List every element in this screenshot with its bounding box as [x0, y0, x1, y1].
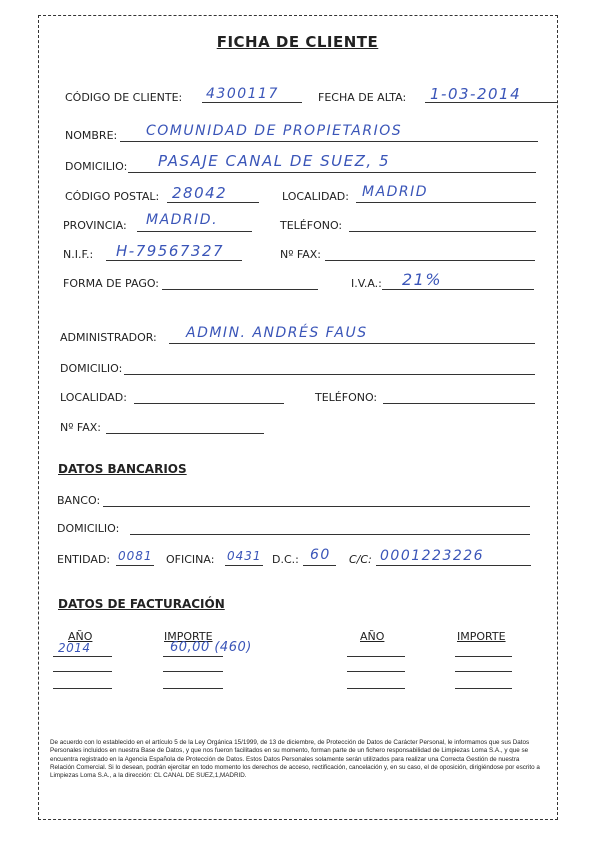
administrador-label: ADMINISTRADOR: — [60, 331, 157, 344]
admin-fax-line[interactable] — [106, 433, 264, 434]
billing-row1-ano[interactable]: 2014 — [58, 641, 91, 655]
nif-line — [106, 260, 242, 261]
datos-bancarios-heading: DATOS BANCARIOS — [58, 462, 187, 476]
entidad-value[interactable]: 0081 — [118, 549, 153, 563]
iva-line — [382, 289, 534, 290]
billing-importe2-line-3[interactable] — [455, 688, 512, 689]
domicilio-label: DOMICILIO: — [65, 160, 128, 173]
admin-localidad-label: LOCALIDAD: — [60, 391, 127, 404]
localidad-label: LOCALIDAD: — [282, 190, 349, 203]
bank-domicilio-label: DOMICILIO: — [57, 522, 120, 535]
datos-facturacion-heading: DATOS DE FACTURACIÓN — [58, 597, 225, 611]
codigo-cliente-line — [202, 102, 302, 103]
admin-localidad-line[interactable] — [134, 403, 284, 404]
entidad-line — [116, 565, 154, 566]
col-ano-header: AÑO — [68, 630, 93, 643]
fax-line[interactable] — [325, 260, 535, 261]
entidad-label: ENTIDAD: — [57, 553, 111, 566]
banco-label: BANCO: — [57, 494, 101, 507]
provincia-line — [137, 231, 252, 232]
bank-domicilio-line[interactable] — [130, 534, 530, 535]
administrador-line — [169, 343, 535, 344]
admin-fax-label: Nº FAX: — [60, 421, 101, 434]
provincia-label: PROVINCIA: — [63, 219, 127, 232]
domicilio-line — [128, 172, 536, 173]
cc-value[interactable]: 0001223226 — [380, 548, 485, 564]
cc-line — [376, 565, 531, 566]
billing-row1-importe[interactable]: 60,00 (460) — [170, 640, 252, 655]
forma-pago-line[interactable] — [162, 289, 318, 290]
dc-label: D.C.: — [272, 553, 299, 566]
cc-label: C/C: — [349, 553, 372, 566]
billing-importe2-line-1[interactable] — [455, 656, 512, 657]
oficina-value[interactable]: 0431 — [227, 549, 262, 563]
billing-ano-line-2[interactable] — [53, 671, 112, 672]
telefono-line[interactable] — [349, 231, 536, 232]
admin-domicilio-label: DOMICILIO: — [60, 362, 123, 375]
forma-pago-label: FORMA DE PAGO: — [63, 277, 160, 290]
codigo-cliente-value[interactable]: 4300117 — [206, 86, 279, 102]
dc-value[interactable]: 60 — [310, 547, 331, 563]
fecha-alta-label: FECHA DE ALTA: — [318, 91, 407, 104]
nombre-line — [120, 141, 538, 142]
banco-line[interactable] — [103, 506, 530, 507]
oficina-line — [225, 565, 263, 566]
billing-ano2-line-2[interactable] — [347, 671, 405, 672]
codigo-cliente-label: CÓDIGO DE CLIENTE: — [65, 91, 183, 104]
fecha-alta-value[interactable]: 1-03-2014 — [430, 85, 522, 103]
billing-ano2-line-1[interactable] — [347, 656, 405, 657]
iva-label: I.V.A.: — [351, 277, 382, 290]
codigo-postal-line — [167, 202, 259, 203]
iva-value[interactable]: 21% — [402, 270, 443, 289]
oficina-label: OFICINA: — [166, 553, 215, 566]
billing-importe-line-3[interactable] — [163, 688, 223, 689]
domicilio-value[interactable]: PASAJE CANAL DE SUEZ, 5 — [158, 152, 390, 170]
dc-line — [303, 565, 336, 566]
billing-importe2-line-2[interactable] — [455, 671, 512, 672]
nif-label: N.I.F.: — [63, 248, 94, 261]
billing-ano2-line-3[interactable] — [347, 688, 405, 689]
col-importe-2-header: IMPORTE — [457, 630, 506, 643]
fax-label: Nº FAX: — [280, 248, 321, 261]
billing-importe-line-1 — [163, 656, 223, 657]
billing-ano-line-3[interactable] — [53, 688, 112, 689]
provincia-value[interactable]: MADRID. — [146, 212, 219, 228]
admin-telefono-label: TELÉFONO: — [315, 391, 378, 404]
col-importe-header: IMPORTE — [164, 630, 213, 643]
form-title: FICHA DE CLIENTE — [216, 33, 379, 51]
nombre-label: NOMBRE: — [65, 129, 118, 142]
codigo-postal-value[interactable]: 28042 — [172, 184, 228, 202]
nif-value[interactable]: H-79567327 — [116, 242, 225, 260]
nombre-value[interactable]: COMUNIDAD DE PROPIETARIOS — [146, 123, 403, 139]
billing-ano-line-1 — [53, 656, 112, 657]
col-ano-2-header: AÑO — [360, 630, 385, 643]
localidad-value[interactable]: MADRID — [362, 184, 429, 200]
admin-telefono-line[interactable] — [383, 403, 535, 404]
codigo-postal-label: CÓDIGO POSTAL: — [65, 190, 160, 203]
telefono-label: TELÉFONO: — [280, 219, 343, 232]
billing-importe-line-2[interactable] — [163, 671, 223, 672]
localidad-line — [356, 202, 536, 203]
data-protection-notice: De acuerdo con lo establecido en el artículo 5 de la Ley Orgánica 15/1999, de 13 de diciembre, de Protección de Datos de Carácter Personal, le informamos que sus Datos Personales incluidos en nuestra Base de Datos, y que nos fueron facilitados en su momento, forman parte de un fichero responsabilidad de Limpiezas Loma S.A., y que se encuentra registrado en la Agencia Española de Protección de Datos. Estos Datos Personales solamente serán utilizados para realizar una Correcta Gestión de nuestra Relación Comercial. Si lo desean, podrán ejercitar en todo momento los derechos de acceso, rectificación, cancelación y, en su caso, el de oposición, dirigiéndose por escrito a Limpiezas Loma S.A., a la dirección: CL CANAL DE SUEZ,1,MADRID. — [50, 739, 540, 780]
admin-domicilio-line[interactable] — [124, 374, 535, 375]
administrador-value[interactable]: ADMIN. ANDRÉS FAUS — [186, 325, 368, 341]
